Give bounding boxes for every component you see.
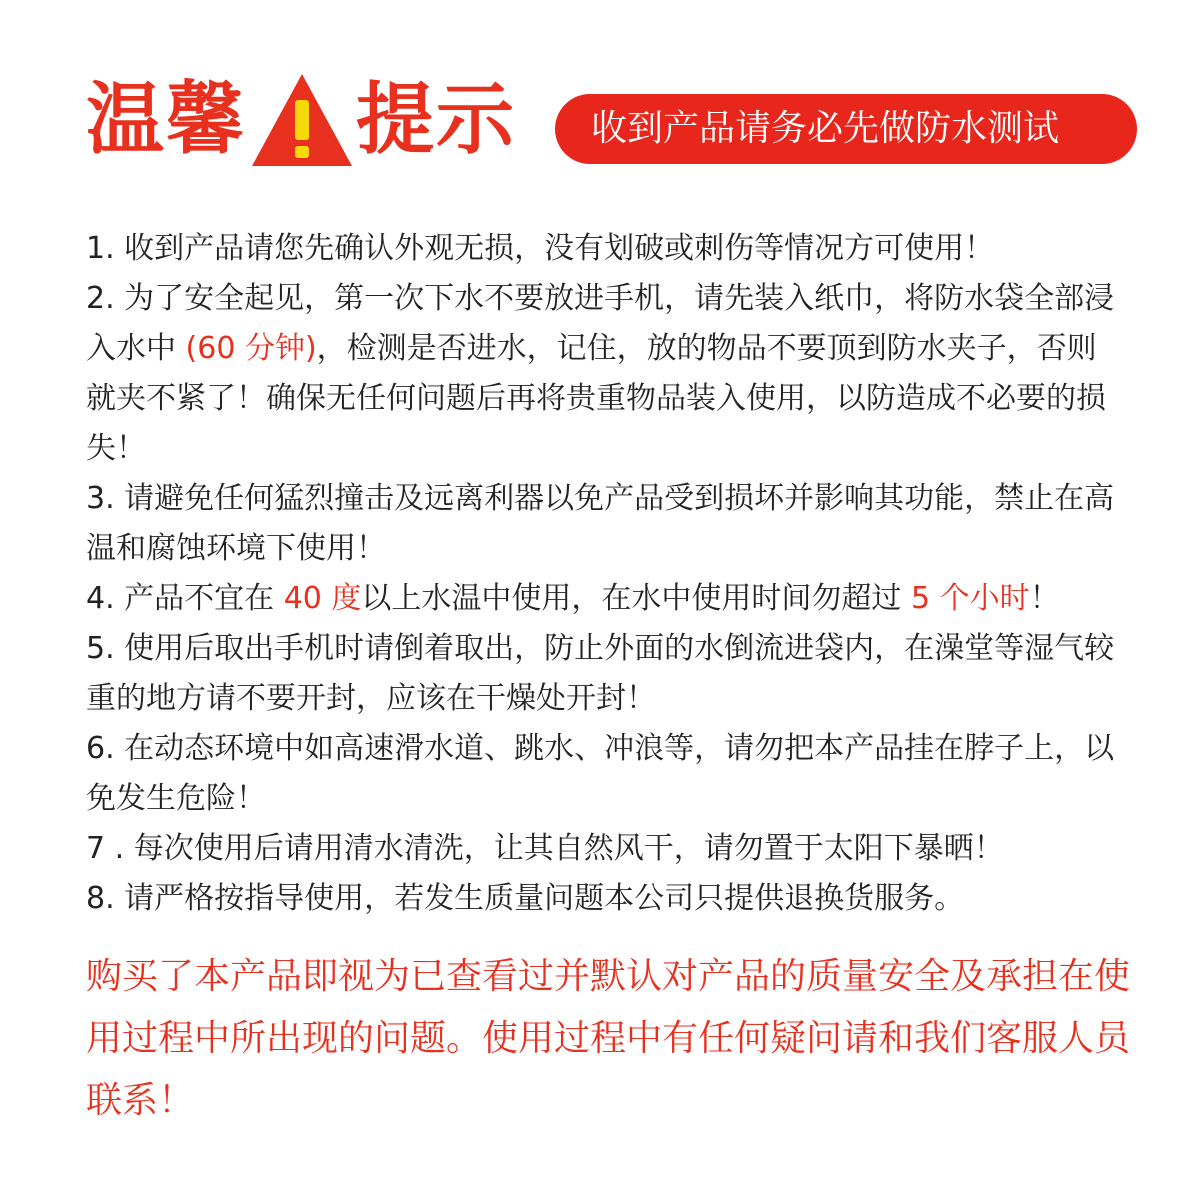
instruction-text: 1. 收到产品请您先确认外观无损，没有划破或刺伤等情况方可使用！ <box>86 231 995 266</box>
highlight-text: 5 个小时 <box>910 581 1030 616</box>
instruction-text: 5. 使用后取出手机时请倒着取出，防止外面的水倒流进袋内，在澡堂等湿气较重的地方请不要开封，应该在干燥处开封！ <box>86 631 1115 716</box>
title-part-1: 温馨 <box>86 75 247 165</box>
highlight-text: 40 度 <box>283 581 362 616</box>
disclaimer-text: 购买了本产品即视为已查看过并默认对产品的质量安全及承担在使用过程中所出现的问题。使用过程中有任何疑问请和我们客服人员联系！ <box>86 956 1131 1121</box>
title-part-2: 提示 <box>356 75 517 165</box>
instruction-list <box>86 224 1120 924</box>
header <box>86 70 516 170</box>
instruction-item <box>86 624 1120 724</box>
instruction-item <box>86 224 1120 274</box>
test-reminder-banner: 收到产品请务必先做防水测试 <box>555 94 1137 164</box>
instruction-text: 2. 为了安全起见，第一次下水不要放进手机，请先装入纸巾，将防水袋全部浸入水中 <box>86 281 1115 366</box>
instruction-item <box>86 824 1120 874</box>
instruction-item <box>86 874 1120 924</box>
instruction-text: 3. 请避免任何猛烈撞击及远离利器以免产品受到损坏并影响其功能，禁止在高温和腐蚀环境下使用！ <box>86 481 1115 566</box>
instruction-text: 7 . 每次使用后请用清水清洗，让其自然风干，请勿置于太阳下暴晒！ <box>86 831 1004 866</box>
instruction-text: ，检测是否进水，记住，放的物品不要顶到防水夹子，否则就夹不紧了！确保无任何问题后再将贵重物品装入使用，以防造成不必要的损失！ <box>86 331 1106 466</box>
instruction-item <box>86 474 1120 574</box>
instruction-item <box>86 274 1120 474</box>
instruction-text: 以上水温中使用，在水中使用时间勿超过 <box>361 581 911 616</box>
instruction-item <box>86 574 1120 624</box>
disclaimer <box>86 946 1146 1132</box>
instruction-text: 6. 在动态环境中如高速滑水道、跳水、冲浪等，请勿把本产品挂在脖子上，以免发生危险！ <box>86 731 1115 816</box>
highlight-text: (60 分钟) <box>185 331 317 366</box>
instruction-item <box>86 724 1120 824</box>
instruction-text: ！ <box>1029 581 1060 616</box>
warning-triangle-icon <box>250 72 354 168</box>
instruction-text: 8. 请严格按指导使用，若发生质量问题本公司只提供退换货服务。 <box>86 881 965 916</box>
instruction-text: 4. 产品不宜在 <box>86 581 284 616</box>
